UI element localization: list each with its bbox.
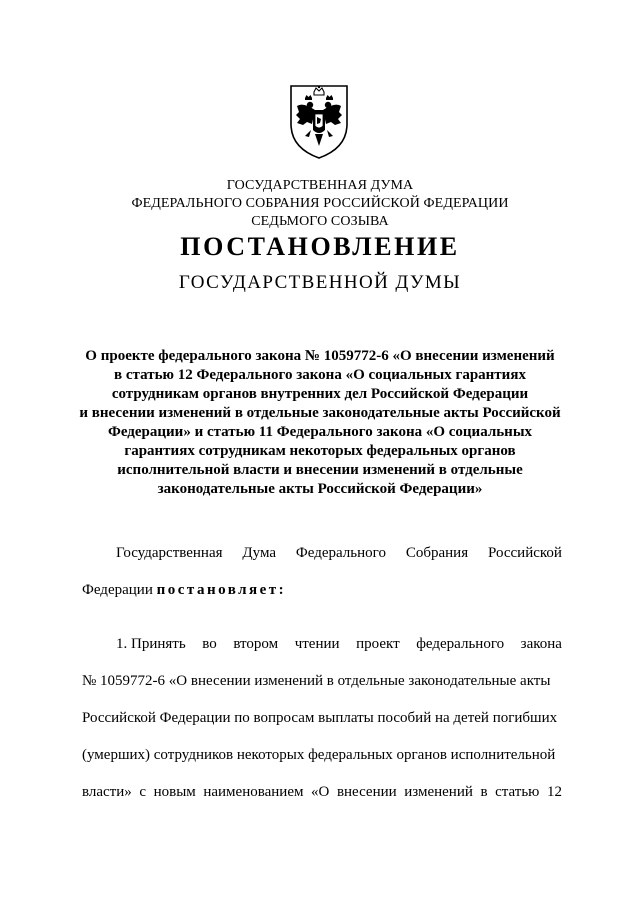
item-word: статью — [495, 784, 540, 800]
document-subtitle: ГОСУДАРСТВЕННОЙ ДУМЫ — [178, 272, 462, 293]
item-word: втором — [233, 636, 279, 652]
subject-line: Федерации» и статью 11 Федерального закона «О социальных — [107, 424, 533, 440]
subject-line: исполнительной власти и внесении изменений в отдельные — [117, 462, 523, 478]
document-title: ПОСТАНОВЛЕНИЕ — [180, 232, 460, 261]
preamble-line — [82, 582, 562, 599]
subject-line: О проекте федерального закона № 1059772-6 «О внесении изменений — [85, 348, 555, 364]
item-word: новым — [153, 784, 196, 800]
item-word: чтении — [294, 636, 340, 652]
subject-line: и внесении изменений в отдельные законодательные акты Российской — [79, 405, 561, 421]
item-line: (умерших) сотрудников некоторых федеральных органов исполнительной — [82, 747, 556, 763]
item-word: «О — [311, 784, 330, 800]
authority-line: ГОСУДАРСТВЕННАЯ ДУМА — [226, 178, 414, 193]
subject-line: сотрудникам органов внутренних дел Российской Федерации — [111, 386, 529, 402]
preamble-word: Государственная — [116, 545, 223, 561]
issuing-authority — [0, 177, 640, 231]
item-word: с — [139, 784, 147, 800]
russian-coat-of-arms-icon — [285, 82, 353, 160]
item-line — [116, 636, 562, 653]
preamble-line — [116, 545, 562, 562]
item-line: № 1059772-6 «О внесении изменений в отдельные законодательные акты — [82, 673, 551, 689]
preamble-word: Собрания — [405, 545, 469, 561]
preamble-word: Дума — [242, 545, 277, 561]
preamble-word: Федерального — [295, 545, 386, 561]
authority-line: ФЕДЕРАЛЬНОГО СОБРАНИЯ РОССИЙСКОЙ ФЕДЕРАЦИИ — [131, 196, 509, 211]
item-word: 1. Принять — [116, 636, 186, 652]
item-word: во — [202, 636, 217, 652]
subject-line: в статью 12 Федерального закона «О социальных гарантиях — [114, 367, 526, 383]
item-word: закона — [520, 636, 562, 652]
subject-line: гарантиях сотрудникам некоторых федеральных органов — [124, 443, 516, 459]
authority-line: СЕДЬМОГО СОЗЫВА — [251, 214, 389, 229]
item-word: наименованием — [203, 784, 304, 800]
item-word: 12 — [546, 784, 562, 800]
item-word: внесении — [336, 784, 397, 800]
preamble-text: Федерации — [82, 582, 153, 598]
preamble-word: Российской — [488, 545, 562, 561]
item-line: Российской Федерации по вопросам выплаты пособий на детей погибших — [82, 710, 558, 726]
item-word: федерального — [416, 636, 505, 652]
resolution-subject — [70, 347, 570, 499]
item-line — [82, 784, 562, 801]
item-word: изменений — [404, 784, 473, 800]
item-word: проект — [356, 636, 400, 652]
item-word: власти» — [82, 784, 132, 800]
resolves-keyword: постановляет: — [156, 582, 287, 598]
item-word: в — [480, 784, 488, 800]
subject-line: законодательные акты Российской Федерации» — [157, 481, 483, 497]
